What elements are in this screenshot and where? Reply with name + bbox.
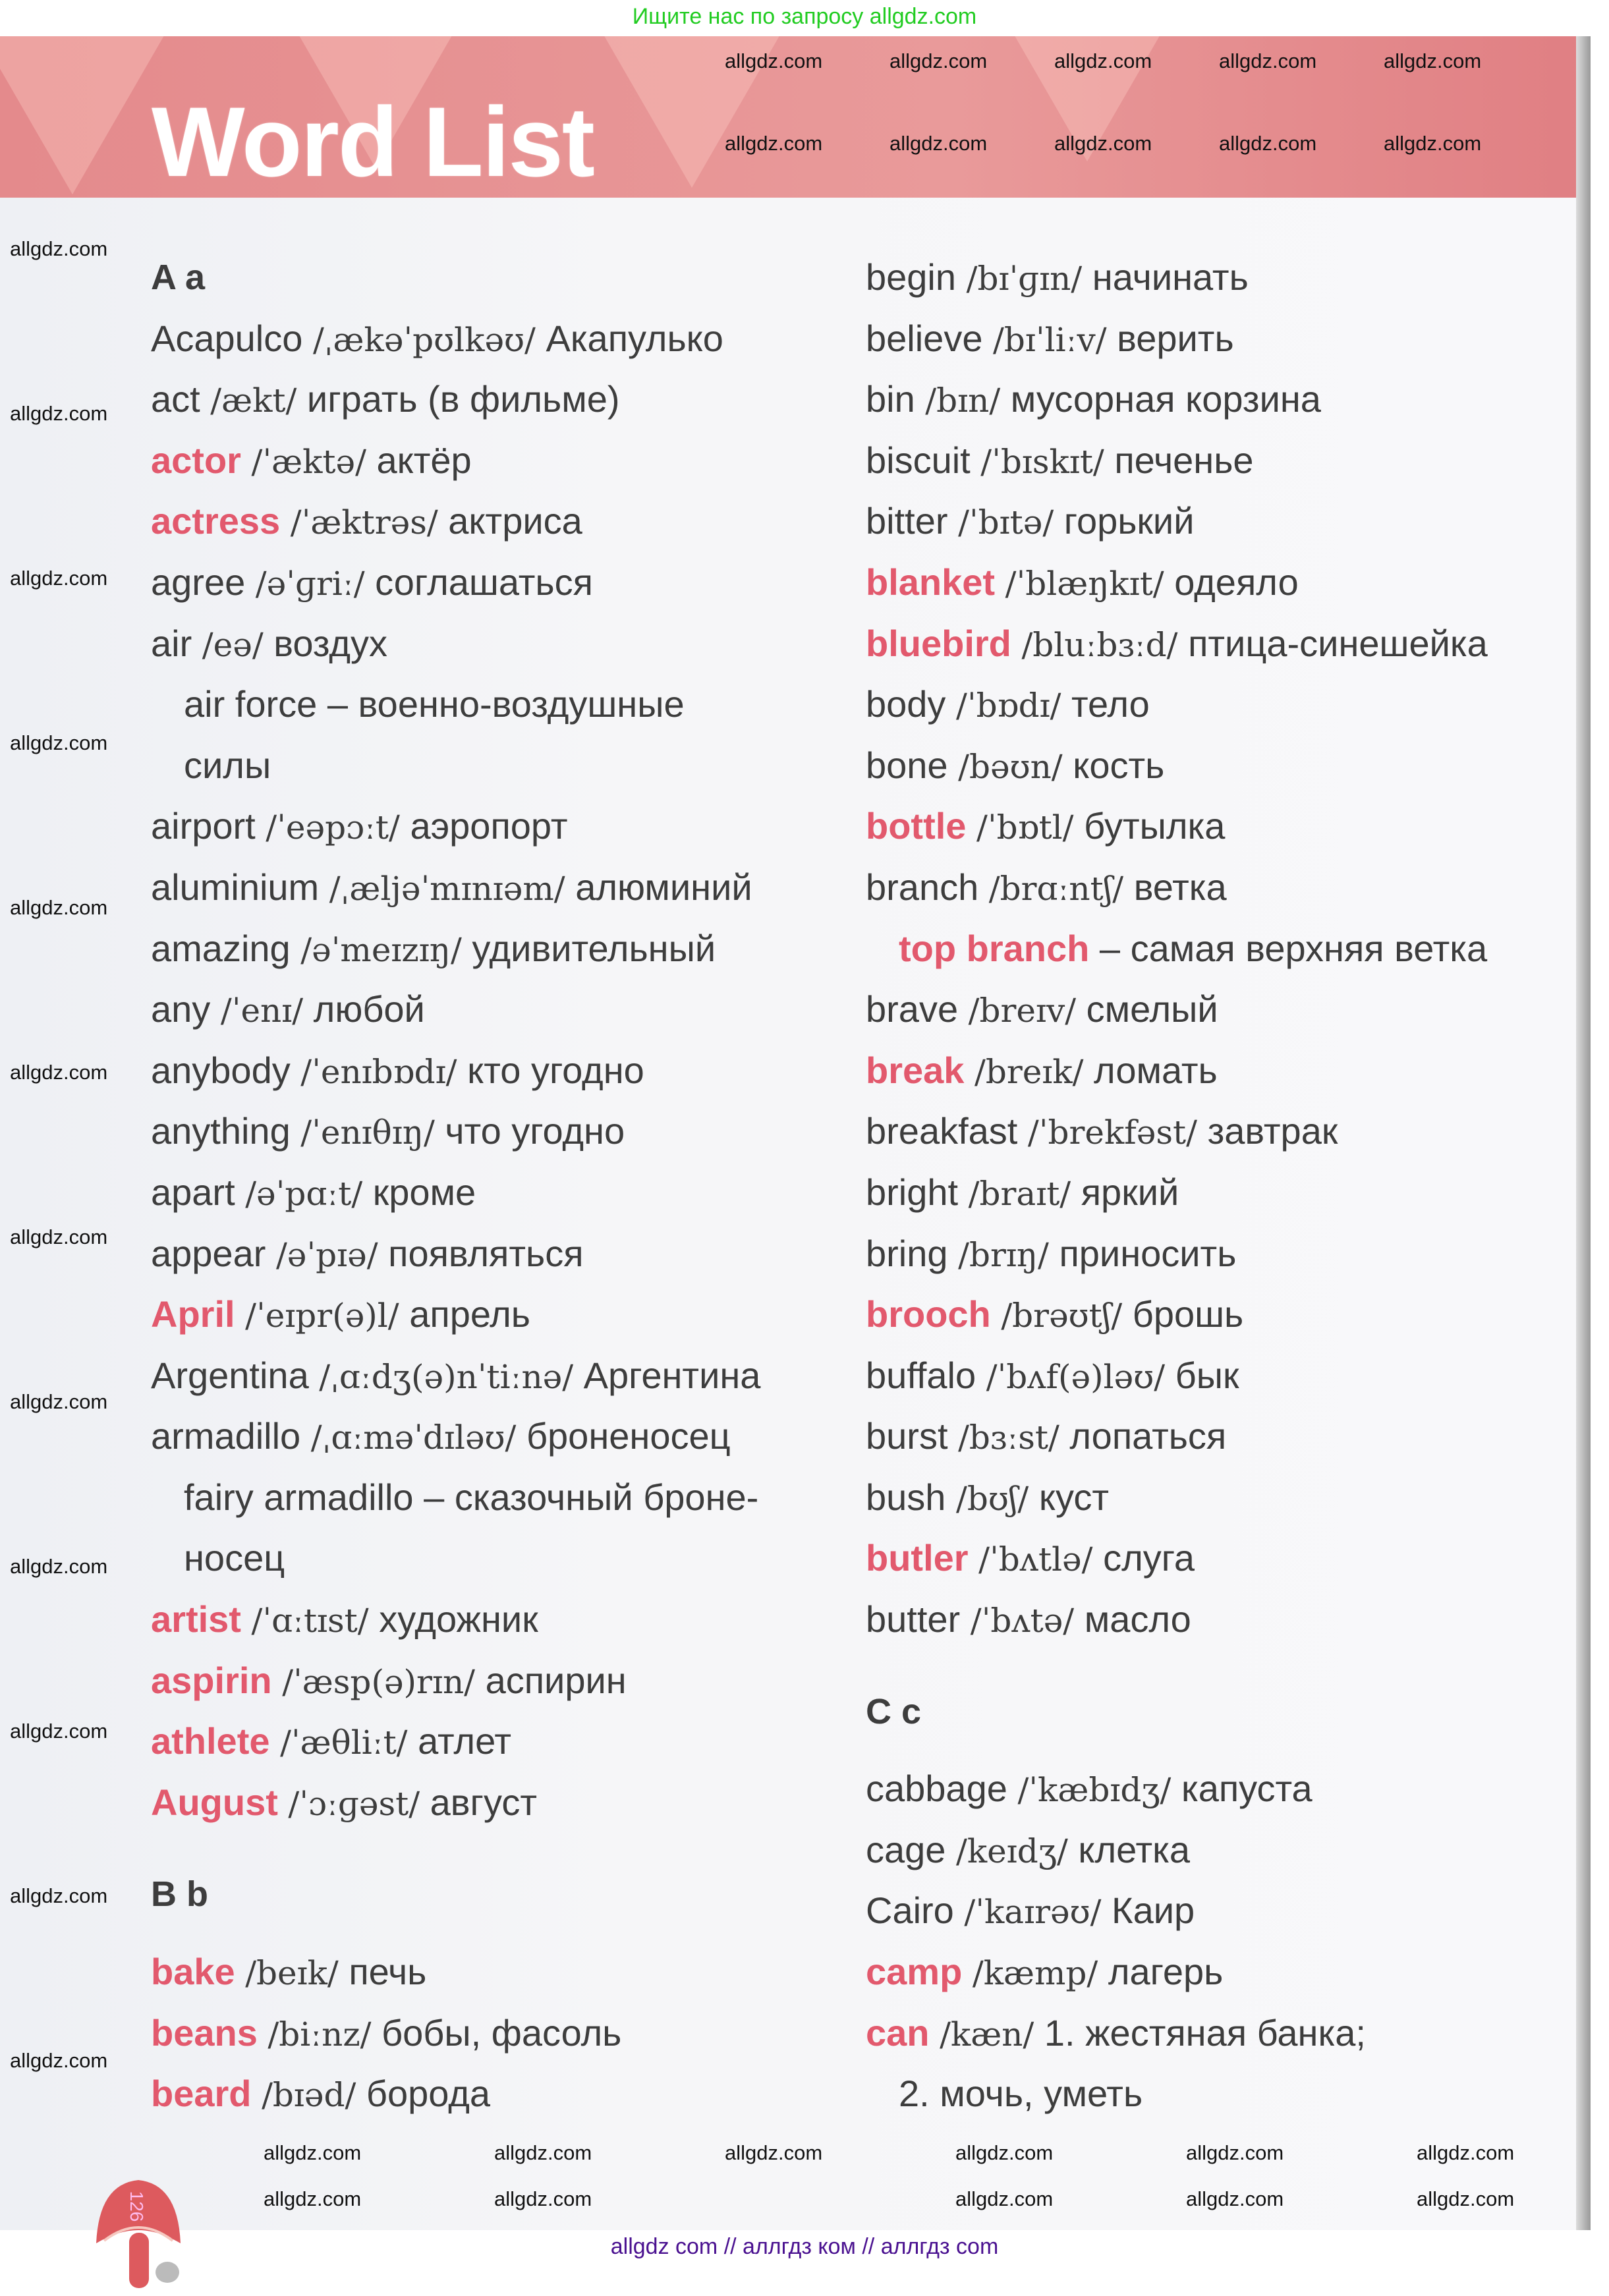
word-entry bbox=[151, 552, 876, 613]
entry-transcription: /ˈenɪθɪŋ/ bbox=[300, 1113, 435, 1152]
entry-translation: лагерь bbox=[1108, 1951, 1224, 1993]
entry-translation: масло bbox=[1084, 1598, 1191, 1640]
entry-word: aspirin bbox=[151, 1659, 272, 1701]
watermark: allgdz.com bbox=[1384, 132, 1482, 155]
watermark: allgdz.com bbox=[1054, 132, 1152, 155]
entry-translation: печенье bbox=[1114, 439, 1254, 481]
watermark: allgdz.com bbox=[1219, 49, 1317, 72]
word-entry bbox=[151, 1711, 876, 1772]
word-entry bbox=[151, 979, 876, 1040]
watermark: allgdz.com bbox=[264, 2187, 362, 2210]
entry-translation: удивительный bbox=[472, 927, 716, 969]
entry-transcription: /kæmp/ bbox=[972, 1954, 1098, 1993]
watermark: allgdz.com bbox=[10, 237, 108, 260]
word-entry bbox=[866, 1758, 1591, 1820]
word-entry bbox=[151, 1101, 876, 1162]
entry-translation: кто угодно bbox=[467, 1049, 644, 1091]
word-entry bbox=[151, 1406, 876, 1467]
entry-translation: атлет bbox=[418, 1720, 512, 1762]
entry-word: brooch bbox=[866, 1293, 991, 1335]
entry-translation: куст bbox=[1038, 1476, 1109, 1518]
word-entry bbox=[151, 1467, 876, 1528]
word-entry bbox=[866, 674, 1591, 735]
entry-transcription: /əˈmeɪzɪŋ/ bbox=[300, 930, 462, 969]
watermark: allgdz.com bbox=[10, 1390, 108, 1413]
word-entry bbox=[151, 735, 876, 797]
star-decoration bbox=[0, 36, 171, 194]
entry-word: cabbage bbox=[866, 1768, 1007, 1810]
word-entry bbox=[866, 979, 1591, 1040]
word-entry bbox=[151, 1589, 876, 1650]
watermark: allgdz.com bbox=[10, 896, 108, 919]
entry-transcription: /ˈæktə/ bbox=[251, 442, 366, 481]
entry-transcription: /bəʊn/ bbox=[958, 747, 1063, 786]
word-entry bbox=[151, 613, 876, 675]
entry-transcription: /breɪk/ bbox=[974, 1052, 1084, 1091]
entry-translation: соглашаться bbox=[375, 561, 593, 603]
watermark: allgdz.com bbox=[264, 2141, 362, 2164]
word-entry bbox=[866, 247, 1591, 308]
entry-word: amazing bbox=[151, 927, 291, 969]
textbook-page bbox=[0, 36, 1585, 2230]
entry-word: bin bbox=[866, 378, 915, 420]
entry-transcription: /ˈæθliːt/ bbox=[280, 1723, 408, 1762]
watermark: allgdz.com bbox=[1186, 2187, 1284, 2210]
entry-transcription: /ˈbɒdɪ/ bbox=[956, 686, 1061, 725]
entry-word: burst bbox=[866, 1415, 948, 1457]
entry-translation: броненосец bbox=[526, 1415, 731, 1457]
entry-transcription: /əˈpɪə/ bbox=[275, 1235, 378, 1274]
entry-word: top branch bbox=[899, 927, 1090, 969]
entry-translation: – самая верхняя ветка bbox=[1099, 927, 1488, 969]
entry-transcription: /bɜːst/ bbox=[958, 1418, 1059, 1457]
entry-translation: появляться bbox=[388, 1232, 584, 1274]
watermark: allgdz.com bbox=[725, 2141, 823, 2164]
watermark: allgdz.com bbox=[1417, 2187, 1515, 2210]
top-banner: Ищите нас по запросу allgdz.com bbox=[632, 4, 977, 29]
entry-transcription: /ˈkæbɪdʒ/ bbox=[1017, 1771, 1171, 1810]
word-entry bbox=[151, 2063, 876, 2125]
word-entry bbox=[866, 613, 1591, 675]
word-entry bbox=[866, 308, 1591, 370]
word-entry bbox=[866, 2003, 1591, 2064]
entry-word: силы bbox=[184, 744, 271, 786]
entry-word: biscuit bbox=[866, 439, 971, 481]
entry-translation: капуста bbox=[1181, 1768, 1313, 1810]
word-entry bbox=[151, 796, 876, 857]
word-entry bbox=[866, 430, 1591, 491]
word-entry bbox=[866, 1101, 1591, 1162]
word-entry bbox=[151, 1345, 876, 1407]
word-entry bbox=[866, 857, 1591, 918]
entry-word: aluminium bbox=[151, 866, 320, 908]
word-entry bbox=[151, 2003, 876, 2064]
entry-transcription: /ækt/ bbox=[210, 381, 297, 420]
entry-transcription: /ˈeəpɔːt/ bbox=[266, 808, 400, 847]
entry-translation: актриса bbox=[448, 500, 582, 542]
bottom-banner: allgdz com // аллгдз ком // аллгдз com bbox=[610, 2234, 999, 2259]
word-entry bbox=[866, 1284, 1591, 1345]
letter-heading: A a bbox=[151, 258, 206, 297]
entry-word: agree bbox=[151, 561, 246, 603]
entry-word: bone bbox=[866, 744, 948, 786]
entry-transcription: /ˈbʌtlə/ bbox=[978, 1540, 1093, 1579]
entry-transcription: /bɪˈɡɪn/ bbox=[966, 260, 1083, 298]
entry-word: camp bbox=[866, 1951, 963, 1993]
entry-word: beans bbox=[151, 2011, 258, 2054]
watermark: allgdz.com bbox=[10, 731, 108, 754]
watermark: allgdz.com bbox=[1219, 132, 1317, 155]
entry-transcription: /ˈbɪtə/ bbox=[958, 503, 1054, 542]
word-entry bbox=[866, 918, 1591, 980]
entry-translation: завтрак bbox=[1207, 1110, 1338, 1152]
word-entry bbox=[151, 1942, 876, 2003]
word-entry bbox=[151, 491, 876, 552]
entry-translation: аэропорт bbox=[410, 805, 568, 847]
entry-word: airport bbox=[151, 805, 256, 847]
word-entry bbox=[866, 1223, 1591, 1285]
entry-word: appear bbox=[151, 1232, 266, 1274]
entry-translation: борода bbox=[366, 2073, 491, 2115]
entry-word: anybody bbox=[151, 1049, 291, 1091]
entry-transcription: /brɪŋ/ bbox=[958, 1235, 1049, 1274]
entry-transcription: /ˌɑːməˈdɪləʊ/ bbox=[310, 1418, 517, 1457]
entry-word: actress bbox=[151, 500, 281, 542]
entry-translation: играть (в фильме) bbox=[306, 378, 620, 420]
entry-translation: брошь bbox=[1132, 1293, 1244, 1335]
entry-translation: Каир bbox=[1112, 1890, 1195, 1932]
word-entry bbox=[151, 674, 876, 735]
word-entry bbox=[866, 1467, 1591, 1528]
entry-transcription: /bɪn/ bbox=[925, 381, 1001, 420]
entry-transcription: /ˈbʌtə/ bbox=[970, 1602, 1075, 1640]
entry-translation: бутылка bbox=[1084, 805, 1226, 847]
entry-translation: птица-синешейка bbox=[1188, 622, 1488, 664]
entry-transcription: /ˈbɒtl/ bbox=[976, 808, 1074, 847]
entry-word: beard bbox=[151, 2073, 252, 2115]
word-entry bbox=[866, 1880, 1591, 1942]
entry-word: носец bbox=[184, 1537, 285, 1579]
entry-translation: 1. жестяная банка; bbox=[1044, 2011, 1366, 2054]
entry-word: August bbox=[151, 1781, 278, 1823]
entry-word: armadillo bbox=[151, 1415, 301, 1457]
entry-transcription: /bluːbɜːd/ bbox=[1021, 625, 1178, 664]
entry-translation: бык bbox=[1175, 1354, 1239, 1396]
watermark: allgdz.com bbox=[10, 1061, 108, 1084]
entry-word: bright bbox=[866, 1171, 959, 1213]
entry-translation: горький bbox=[1063, 500, 1195, 542]
entry-translation: аспирин bbox=[485, 1659, 627, 1701]
entry-word: blanket bbox=[866, 561, 996, 603]
entry-word: break bbox=[866, 1049, 965, 1091]
entry-transcription: /braɪt/ bbox=[968, 1174, 1071, 1213]
entry-translation: тело bbox=[1071, 683, 1150, 725]
entry-word: apart bbox=[151, 1171, 235, 1213]
watermark: allgdz.com bbox=[10, 1884, 108, 1907]
entry-transcription: /brɑːntʃ/ bbox=[988, 869, 1124, 908]
entry-transcription: /ˌæljəˈmɪnɪəm/ bbox=[329, 869, 565, 908]
entry-translation: художник bbox=[379, 1598, 538, 1640]
watermark: allgdz.com bbox=[889, 49, 988, 72]
word-entry bbox=[151, 1040, 876, 1102]
entry-word: athlete bbox=[151, 1720, 270, 1762]
entry-transcription: /əˈpɑːt/ bbox=[245, 1174, 363, 1213]
watermark: allgdz.com bbox=[1384, 49, 1482, 72]
page-edge-shadow bbox=[1576, 36, 1591, 2230]
entry-word: Acapulco bbox=[151, 317, 303, 359]
word-entry bbox=[151, 1650, 876, 1712]
entry-translation: лопаться bbox=[1069, 1415, 1227, 1457]
word-entry bbox=[151, 1223, 876, 1285]
entry-word: branch bbox=[866, 866, 979, 908]
watermark: allgdz.com bbox=[10, 2049, 108, 2072]
entry-word: actor bbox=[151, 439, 241, 481]
entry-word: believe bbox=[866, 317, 983, 359]
entry-word: air force – военно-воздушные bbox=[184, 683, 685, 725]
word-entry bbox=[151, 1772, 876, 1834]
word-entry bbox=[866, 1589, 1591, 1650]
entry-transcription: /əˈɡriː/ bbox=[255, 564, 365, 603]
entry-transcription: /beɪk/ bbox=[245, 1954, 339, 1993]
word-entry bbox=[866, 1406, 1591, 1467]
entry-word: artist bbox=[151, 1598, 241, 1640]
watermark: allgdz.com bbox=[955, 2141, 1054, 2164]
entry-word: 2. мочь, уметь bbox=[899, 2073, 1143, 2115]
entry-translation: алюминий bbox=[575, 866, 752, 908]
watermark: allgdz.com bbox=[725, 132, 823, 155]
entry-translation: начинать bbox=[1092, 256, 1249, 298]
entry-word: cage bbox=[866, 1828, 946, 1870]
word-entry bbox=[151, 1162, 876, 1223]
entry-word: butler bbox=[866, 1537, 969, 1579]
word-entry bbox=[151, 1528, 876, 1589]
word-entry bbox=[866, 1162, 1591, 1223]
entry-translation: одеяло bbox=[1174, 561, 1299, 603]
entry-translation: Аргентина bbox=[583, 1354, 761, 1396]
entry-transcription: /ˈbʌf(ə)ləʊ/ bbox=[986, 1357, 1166, 1396]
entry-word: buffalo bbox=[866, 1354, 976, 1396]
entry-transcription: /biːnz/ bbox=[268, 2015, 372, 2054]
entry-translation: приносить bbox=[1059, 1232, 1237, 1274]
entry-transcription: /eə/ bbox=[202, 625, 264, 664]
entry-transcription: /ˈkaɪrəʊ/ bbox=[964, 1893, 1102, 1932]
watermark: allgdz.com bbox=[1054, 49, 1152, 72]
entry-transcription: /breɪv/ bbox=[968, 992, 1077, 1030]
entry-transcription: /ˈbɪskɪt/ bbox=[980, 442, 1104, 481]
entry-transcription: /ˌækəˈpʊlkəʊ/ bbox=[312, 320, 536, 359]
entry-transcription: /ˈenɪbɒdɪ/ bbox=[300, 1052, 457, 1091]
word-entry bbox=[866, 735, 1591, 797]
entry-word: body bbox=[866, 683, 946, 725]
entry-word: Argentina bbox=[151, 1354, 309, 1396]
entry-translation: актёр bbox=[376, 439, 472, 481]
entry-transcription: /bɪˈliːv/ bbox=[993, 320, 1107, 359]
entry-word: Cairo bbox=[866, 1890, 954, 1932]
entry-transcription: /ˈeɪpr(ə)l/ bbox=[245, 1297, 399, 1335]
entry-translation: кость bbox=[1073, 744, 1165, 786]
watermark: allgdz.com bbox=[494, 2187, 592, 2210]
entry-translation: ломать bbox=[1094, 1049, 1218, 1091]
entry-word: bluebird bbox=[866, 622, 1011, 664]
entry-word: bush bbox=[866, 1476, 946, 1518]
word-entry bbox=[151, 857, 876, 918]
entry-translation: кроме bbox=[372, 1171, 476, 1213]
entry-transcription: /ˈɔːɡəst/ bbox=[288, 1784, 420, 1823]
word-entry bbox=[151, 430, 876, 491]
entry-translation: апрель bbox=[409, 1293, 530, 1335]
word-entry bbox=[866, 1040, 1591, 1102]
entry-transcription: /bʊʃ/ bbox=[956, 1479, 1029, 1518]
entry-translation: что угодно bbox=[445, 1110, 625, 1152]
entry-transcription: /ˈɑːtɪst/ bbox=[251, 1602, 369, 1640]
letter-heading: C c bbox=[866, 1691, 922, 1731]
word-entry bbox=[866, 491, 1591, 552]
entry-word: begin bbox=[866, 256, 957, 298]
entry-word: breakfast bbox=[866, 1110, 1018, 1152]
entry-word: act bbox=[151, 378, 200, 420]
watermark: allgdz.com bbox=[10, 402, 108, 425]
entry-translation: бобы, фасоль bbox=[381, 2011, 622, 2054]
entry-word: bottle bbox=[866, 805, 967, 847]
word-entry bbox=[866, 796, 1591, 857]
word-entry bbox=[866, 552, 1591, 613]
word-entry bbox=[151, 1284, 876, 1345]
entry-transcription: /ˈæktrəs/ bbox=[290, 503, 438, 542]
entry-transcription: /bɪəd/ bbox=[262, 2076, 356, 2115]
entry-transcription: /ˈenɪ/ bbox=[220, 992, 304, 1030]
word-entry bbox=[866, 1820, 1591, 1881]
letter-heading: B b bbox=[151, 1874, 208, 1915]
entry-word: butter bbox=[866, 1598, 961, 1640]
word-entry bbox=[151, 308, 876, 370]
entry-transcription: /brəʊtʃ/ bbox=[1001, 1297, 1123, 1335]
word-list-right-column bbox=[866, 247, 1591, 2125]
entry-word: bake bbox=[151, 1951, 235, 1993]
watermark: allgdz.com bbox=[10, 1225, 108, 1248]
entry-translation: клетка bbox=[1078, 1828, 1190, 1870]
entry-word: fairy armadillo – сказочный броне- bbox=[184, 1476, 759, 1518]
watermark: allgdz.com bbox=[494, 2141, 592, 2164]
word-entry bbox=[866, 369, 1591, 430]
word-entry bbox=[866, 1528, 1591, 1589]
entry-translation: август bbox=[430, 1781, 537, 1823]
watermark: allgdz.com bbox=[725, 49, 823, 72]
page-number: 126 bbox=[127, 2191, 147, 2222]
entry-word: brave bbox=[866, 988, 959, 1030]
entry-translation: воздух bbox=[273, 622, 387, 664]
watermark: allgdz.com bbox=[10, 1720, 108, 1743]
word-list-left-column bbox=[151, 247, 876, 2125]
entry-word: can bbox=[866, 2011, 930, 2054]
watermark: allgdz.com bbox=[1186, 2141, 1284, 2164]
entry-translation: Акапулько bbox=[546, 317, 723, 359]
entry-word: any bbox=[151, 988, 211, 1030]
word-entry bbox=[866, 1345, 1591, 1407]
entry-transcription: /ˈbrekfəst/ bbox=[1027, 1113, 1197, 1152]
entry-transcription: /ˌɑːdʒ(ə)nˈtiːnə/ bbox=[319, 1357, 574, 1396]
entry-translation: яркий bbox=[1081, 1171, 1179, 1213]
entry-word: bitter bbox=[866, 500, 948, 542]
word-entry bbox=[151, 369, 876, 430]
word-entry bbox=[151, 918, 876, 980]
watermark: allgdz.com bbox=[1417, 2141, 1515, 2164]
entry-word: air bbox=[151, 622, 192, 664]
entry-transcription: /ˈblæŋkɪt/ bbox=[1005, 564, 1164, 603]
entry-translation: печь bbox=[349, 1951, 427, 1993]
entry-transcription: /ˈæsp(ə)rɪn/ bbox=[282, 1662, 475, 1701]
entry-transcription: /keɪdʒ/ bbox=[956, 1832, 1068, 1870]
watermark: allgdz.com bbox=[10, 1555, 108, 1578]
entry-translation: слуга bbox=[1103, 1537, 1195, 1579]
page-title: Word List bbox=[152, 86, 594, 197]
entry-word: bring bbox=[866, 1232, 948, 1274]
entry-translation: мусорная корзина bbox=[1010, 378, 1321, 420]
entry-translation: любой bbox=[313, 988, 425, 1030]
entry-word: anything bbox=[151, 1110, 291, 1152]
entry-translation: верить bbox=[1117, 317, 1234, 359]
entry-transcription: /kæn/ bbox=[940, 2015, 1034, 2054]
watermark: allgdz.com bbox=[889, 132, 988, 155]
word-entry bbox=[866, 1942, 1591, 2003]
word-entry bbox=[866, 2063, 1591, 2125]
watermark: allgdz.com bbox=[955, 2187, 1054, 2210]
watermark: allgdz.com bbox=[10, 567, 108, 590]
entry-translation: смелый bbox=[1086, 988, 1218, 1030]
entry-word: April bbox=[151, 1293, 235, 1335]
entry-translation: ветка bbox=[1133, 866, 1227, 908]
